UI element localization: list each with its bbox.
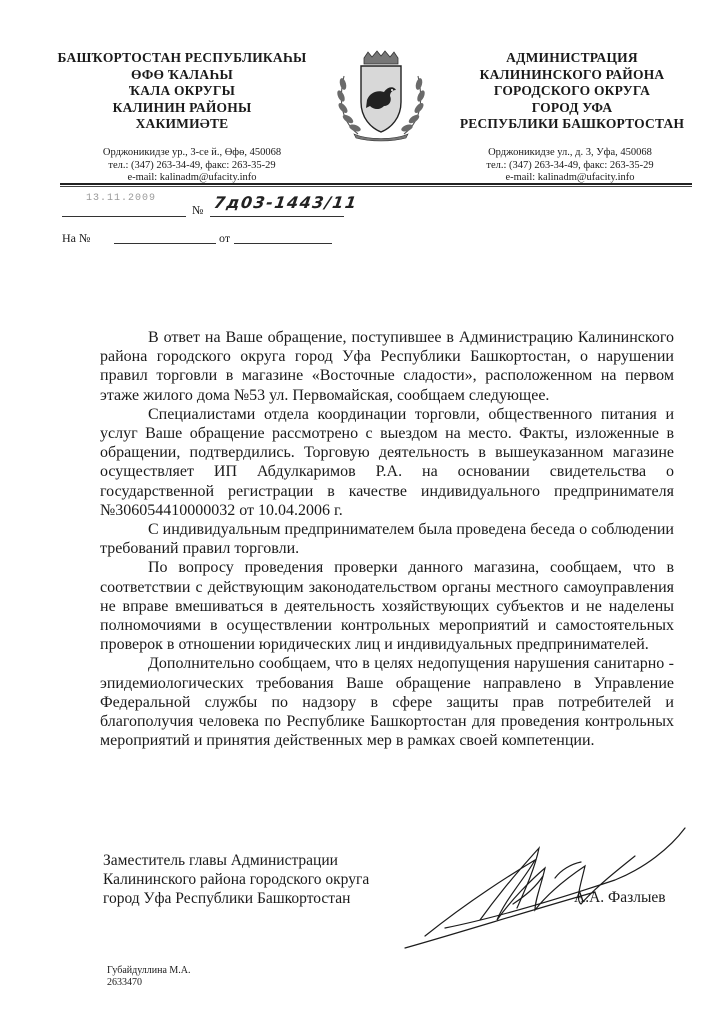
- incoming-date-underline: [234, 243, 332, 244]
- position-line: город Уфа Республики Башкортостан: [103, 890, 351, 907]
- header-line: КАЛИНИН РАЙОНЫ: [112, 99, 252, 115]
- position-line: Заместитель главы Администрации: [103, 852, 338, 869]
- signatory-name: А.А. Фазлыев: [574, 889, 666, 906]
- signatory-position: [103, 851, 393, 908]
- header-russian: [436, 50, 708, 133]
- header-line: ӨФӨ ҠАЛАҺЫ: [131, 66, 233, 82]
- number-underline: [210, 216, 344, 217]
- date-underline: [62, 216, 186, 217]
- paragraph: В ответ на Ваше обращение, поступившее в Администрацию Калининского района городского округа город Уфа Республики Башкортостан, о нарушении правил торговли в магазине «Восточные сладости», расположенном на первом этаже жилого дома №53 ул. Первомайская, сообщаем следующее.: [100, 329, 674, 404]
- paragraph: Дополнительно сообщаем, что в целях недопущения нарушения санитарно - эпидемиологических требования Ваше обращение направлено в Управление Федеральной службы по надзору в сфере защиты прав потребителей и благополучия человека по Республике Башкортостан для проведения контрольных мероприятий и принятия действенных мер в рамках своей компетенции.: [100, 655, 674, 750]
- address-bashkir: [94, 147, 290, 185]
- address-line: Орджоникидзе ул., д. 3, Уфа, 450068: [488, 147, 652, 158]
- header-line: КАЛИНИНСКОГО РАЙОНА: [479, 66, 665, 82]
- incoming-date-label: от: [219, 231, 231, 245]
- address-russian: [466, 147, 674, 185]
- address-line: тел.: (347) 263-34-49, факс: 263-35-29: [108, 159, 276, 171]
- paragraph: С индивидуальным предпринимателем была проведена беседа о соблюдении требований правил торговли.: [100, 521, 674, 558]
- executor-name: Губайдуллина М.А.: [107, 965, 191, 976]
- incoming-number-label: На №: [62, 231, 91, 245]
- date-stamp: 13.11.2009: [86, 193, 157, 204]
- header-line: ГОРОД УФА: [531, 99, 613, 115]
- header-line: ҠАЛА ОКРУГЫ: [128, 83, 236, 98]
- position-line: Калининского района городского округа: [103, 871, 370, 888]
- address-line: e-mail: kalinadm@ufacity.info: [505, 172, 635, 183]
- handwritten-signature: [385, 808, 695, 958]
- header-line: БАШҠОРТОСТАН РЕСПУБЛИКАҺЫ: [57, 50, 307, 65]
- ufa-coat-of-arms-icon: [328, 50, 434, 142]
- address-line: тел.: (347) 263-34-49, факс: 263-35-29: [486, 159, 654, 171]
- letter-body: [100, 328, 674, 750]
- header-bashkir: [57, 50, 307, 133]
- executor-info: [107, 965, 191, 989]
- header-divider-thin: [60, 186, 692, 187]
- header-line: АДМИНИСТРАЦИЯ: [506, 50, 638, 65]
- registration-number: 7д03-1443/11: [212, 193, 359, 212]
- header-divider: [60, 183, 692, 185]
- paragraph: Специалистами отдела координации торговли, общественного питания и услуг Ваше обращение рассмотрено с выездом на место. Факты, изложенные в обращении, подтвердились. Торговую деятельность в вышеуказанном магазине осуществляет ИП Абдулкаримов Р.А. на основании свидетельства о государственной регистрации в качестве индивидуального предпринимателя №306054410000032 от 10.04.2006 г.: [100, 405, 674, 519]
- header-line: ХАКИМИӘТЕ: [135, 116, 229, 131]
- address-line: e-mail: kalinadm@ufacity.info: [127, 172, 257, 183]
- header-line: РЕСПУБЛИКИ БАШКОРТОСТАН: [459, 116, 685, 131]
- paragraph: По вопросу проведения проверки данного магазина, сообщаем, что в соответствии с действующим законодательством органы местного самоуправления не вправе вмешиваться в деятельность хозяйствующих субъектов и не наделены полномочиями в осуществлении контрольных мероприятий и самостоятельных проверок в отношении юридических лиц и индивидуальных предпринимателей.: [100, 559, 674, 654]
- address-line: Орджоникидзе ур., 3-се й., Өфө, 450068: [102, 147, 282, 158]
- number-label: №: [192, 203, 204, 217]
- executor-phone: 2633470: [107, 977, 142, 988]
- header-line: ГОРОДСКОГО ОКРУГА: [493, 83, 651, 98]
- incoming-number-underline: [114, 243, 216, 244]
